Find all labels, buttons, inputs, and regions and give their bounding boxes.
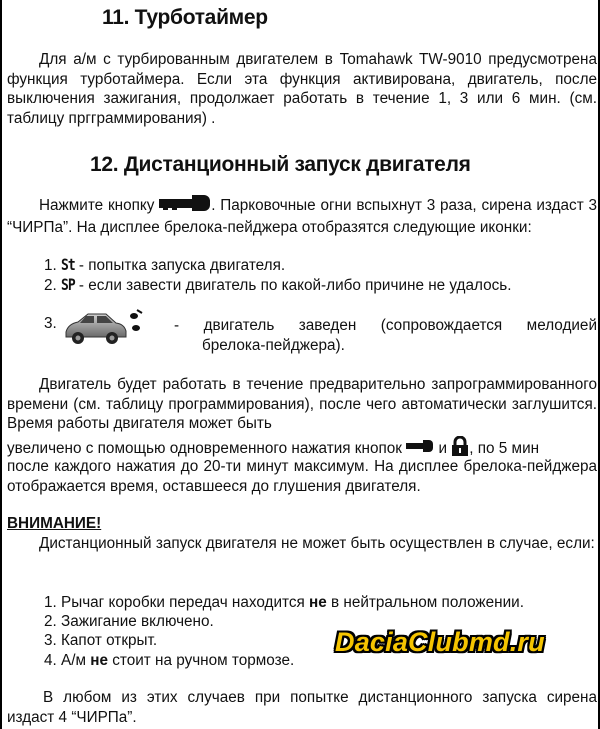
key-icon [159,194,211,218]
extend-text-and: и [438,439,447,457]
section-12-intro [7,194,597,237]
list-item-2 [44,276,600,296]
attention-intro: Дистанционный запуск двигателя не может быть осуществлен в случае, если: [39,535,595,552]
car-icon [62,306,128,351]
intro-text-a: Нажмите кнопку [39,196,155,214]
condition-item: 3. Капот открыт. [44,632,158,649]
intro-text-b: . Парковочные огни вспыхнут 3 раза, сирена издаст 3 “ЧИРПа”. На дисплее брелока-пейджера отобразятся следующие иконки: [7,196,597,236]
item-1-text: - попытка запуска двигателя. [78,257,286,274]
condition-item: 1. Рычаг коробки передач находится не в нейтральном положении. [44,594,524,611]
closing-paragraph: В любом из этих случаев при попытке дистанционного запуска сирена издаст 4 “ЧИРПа”. [7,689,597,726]
list-item-1 [44,256,600,276]
item-1-number: 1. [44,257,57,274]
section-12-title: 12. Дистанционный запуск двигателя [90,153,471,176]
music-note-icon [129,309,145,340]
sp-display-icon: SP [61,275,75,295]
list-item-3-number: 3. [44,315,57,332]
attention-heading: ВНИМАНИЕ! [7,515,102,532]
remaining-time-paragraph: после каждого нажатия до 20-ти минут максимум. На дисплее брелока-пейджера отображается время, оставшееся до глушения двигателя. [7,458,597,495]
item-3-text-a: - двигатель заведен (сопровождается мелодией [174,317,597,334]
item-3-text-b: брелока-пейджера). [202,337,345,354]
item-2-number: 2. [44,277,57,294]
st-display-icon: St [61,255,75,275]
condition-item: 2. Зажигание включено. [44,613,214,630]
condition-item: 4. А/м не стоит на ручном тормозе. [44,652,295,669]
extend-text-b: , по 5 мин [469,439,540,457]
extend-text-a: увеличено с помощью одновременного нажатия кнопок [7,439,402,457]
section-11-body: Для а/м с турбированным двигателем в Tomahawk TW-9010 предусмотрена функция турботаймера. Если эта функция активирована, двигатель, после выключения зажигания, продолжает работать в течение 1, 3 или 6 мин. (см. таблицу пргграммирования) . [7,51,597,127]
key-icon [406,439,434,459]
watermark-logo: DaciaClubmd.ru [335,627,545,657]
section-11-title: 11. Турботаймер [102,6,268,29]
run-time-paragraph: Двигатель будет работать в течение предварительно запрограммированного времени (см. таблицу программирования), после чего автоматически заглушится. Время работы двигателя может быть [7,376,597,432]
item-2-text: - если завести двигатель по какой-либо причине не удалось. [78,277,512,294]
